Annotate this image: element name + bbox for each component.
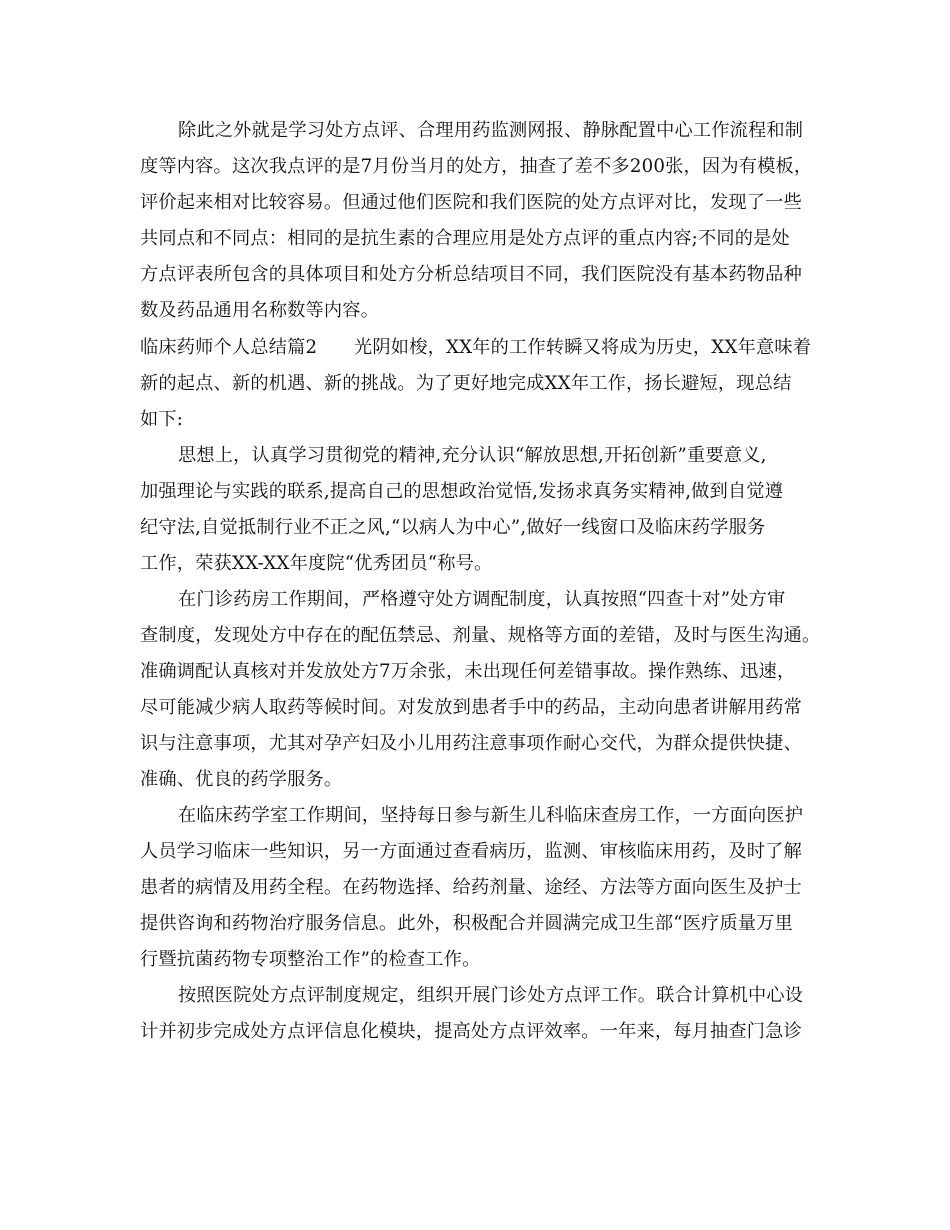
text-line: 工作，荣获XX-XX年度院“优秀团员“称号。 — [140, 553, 493, 574]
text-line: 如下: — [140, 409, 184, 430]
text-line: 加强理论与实践的联系,提高自己的思想政治觉悟,发扬求真务实精神,做到自觉遵 — [140, 481, 784, 502]
text-line: 患者的病情及用药全程。在药物选择、给药剂量、途经、方法等方面向医生及护士 — [140, 877, 802, 898]
text-line: 纪守法,自觉抵制行业不正之风,“以病人为中心”,做好一线窗口及临床药学服务 — [140, 517, 766, 538]
text-line: 评价起来相对比较容易。但通过他们医院和我们医院的处方点评对比，发现了一些 — [140, 192, 802, 213]
text-line: 提供咨询和药物治疗服务信息。此外，积极配合并圆满完成卫生部“医疗质量万里 — [140, 913, 794, 934]
text-line: 思想上，认真学习贯彻党的精神,充分认识“解放思想,开拓创新”重要意义, — [178, 445, 767, 466]
text-line: 准确、优良的药学服务。 — [140, 769, 343, 790]
text-line: 临床药师个人总结篇2 光阴如梭，XX年的工作转瞬又将成为历史，XX年意味着 — [140, 337, 812, 358]
text-line: 方点评表所包含的具体项目和处方分析总结项目不同，我们医院没有基本药物品种 — [140, 264, 802, 285]
text-line: 在门诊药房工作期间，严格遵守处方调配制度，认真按照“四查十对”处方审 — [178, 589, 786, 610]
text-line: 计并初步完成处方点评信息化模块，提高处方点评效率。一年来，每月抽查门急诊 — [140, 1021, 802, 1042]
text-line: 除此之外就是学习处方点评、合理用药监测网报、静脉配置中心工作流程和制 — [178, 120, 804, 141]
text-line: 度等内容。这次我点评的是7月份当月的处方，抽查了差不多200张，因为有模板， — [140, 156, 813, 177]
text-line: 尽可能减少病人取药等候时间。对发放到患者手中的药品，主动向患者讲解用药常 — [140, 697, 802, 718]
text-line: 识与注意事项，尤其对孕产妇及小儿用药注意事项作耐心交代，为群众提供快捷、 — [140, 733, 802, 754]
text-line: 共同点和不同点：相同的是抗生素的合理应用是处方点评的重点内容;不同的是处 — [140, 228, 790, 249]
text-line: 在临床药学室工作期间，坚持每日参与新生儿科临床查房工作，一方面向医护 — [178, 805, 804, 826]
text-line: 按照医院处方点评制度规定，组织开展门诊处方点评工作。联合计算机中心设 — [178, 985, 804, 1006]
text-line: 查制度，发现处方中存在的配伍禁忌、剂量、规格等方面的差错，及时与医生沟通。 — [140, 625, 821, 646]
text-line: 新的起点、新的机遇、新的挑战。为了更好地完成XX年工作，扬长避短，现总结 — [140, 373, 792, 394]
text-line: 准确调配认真核对并发放处方7万余张，未出现任何差错事故。操作熟练、迅速， — [140, 661, 796, 682]
text-line: 人员学习临床一些知识，另一方面通过查看病历，监测、审核临床用药，及时了解 — [140, 841, 802, 862]
text-line: 行暨抗菌药物专项整治工作”的检查工作。 — [140, 949, 481, 970]
text-line: 数及药品通用名称数等内容。 — [140, 300, 380, 321]
